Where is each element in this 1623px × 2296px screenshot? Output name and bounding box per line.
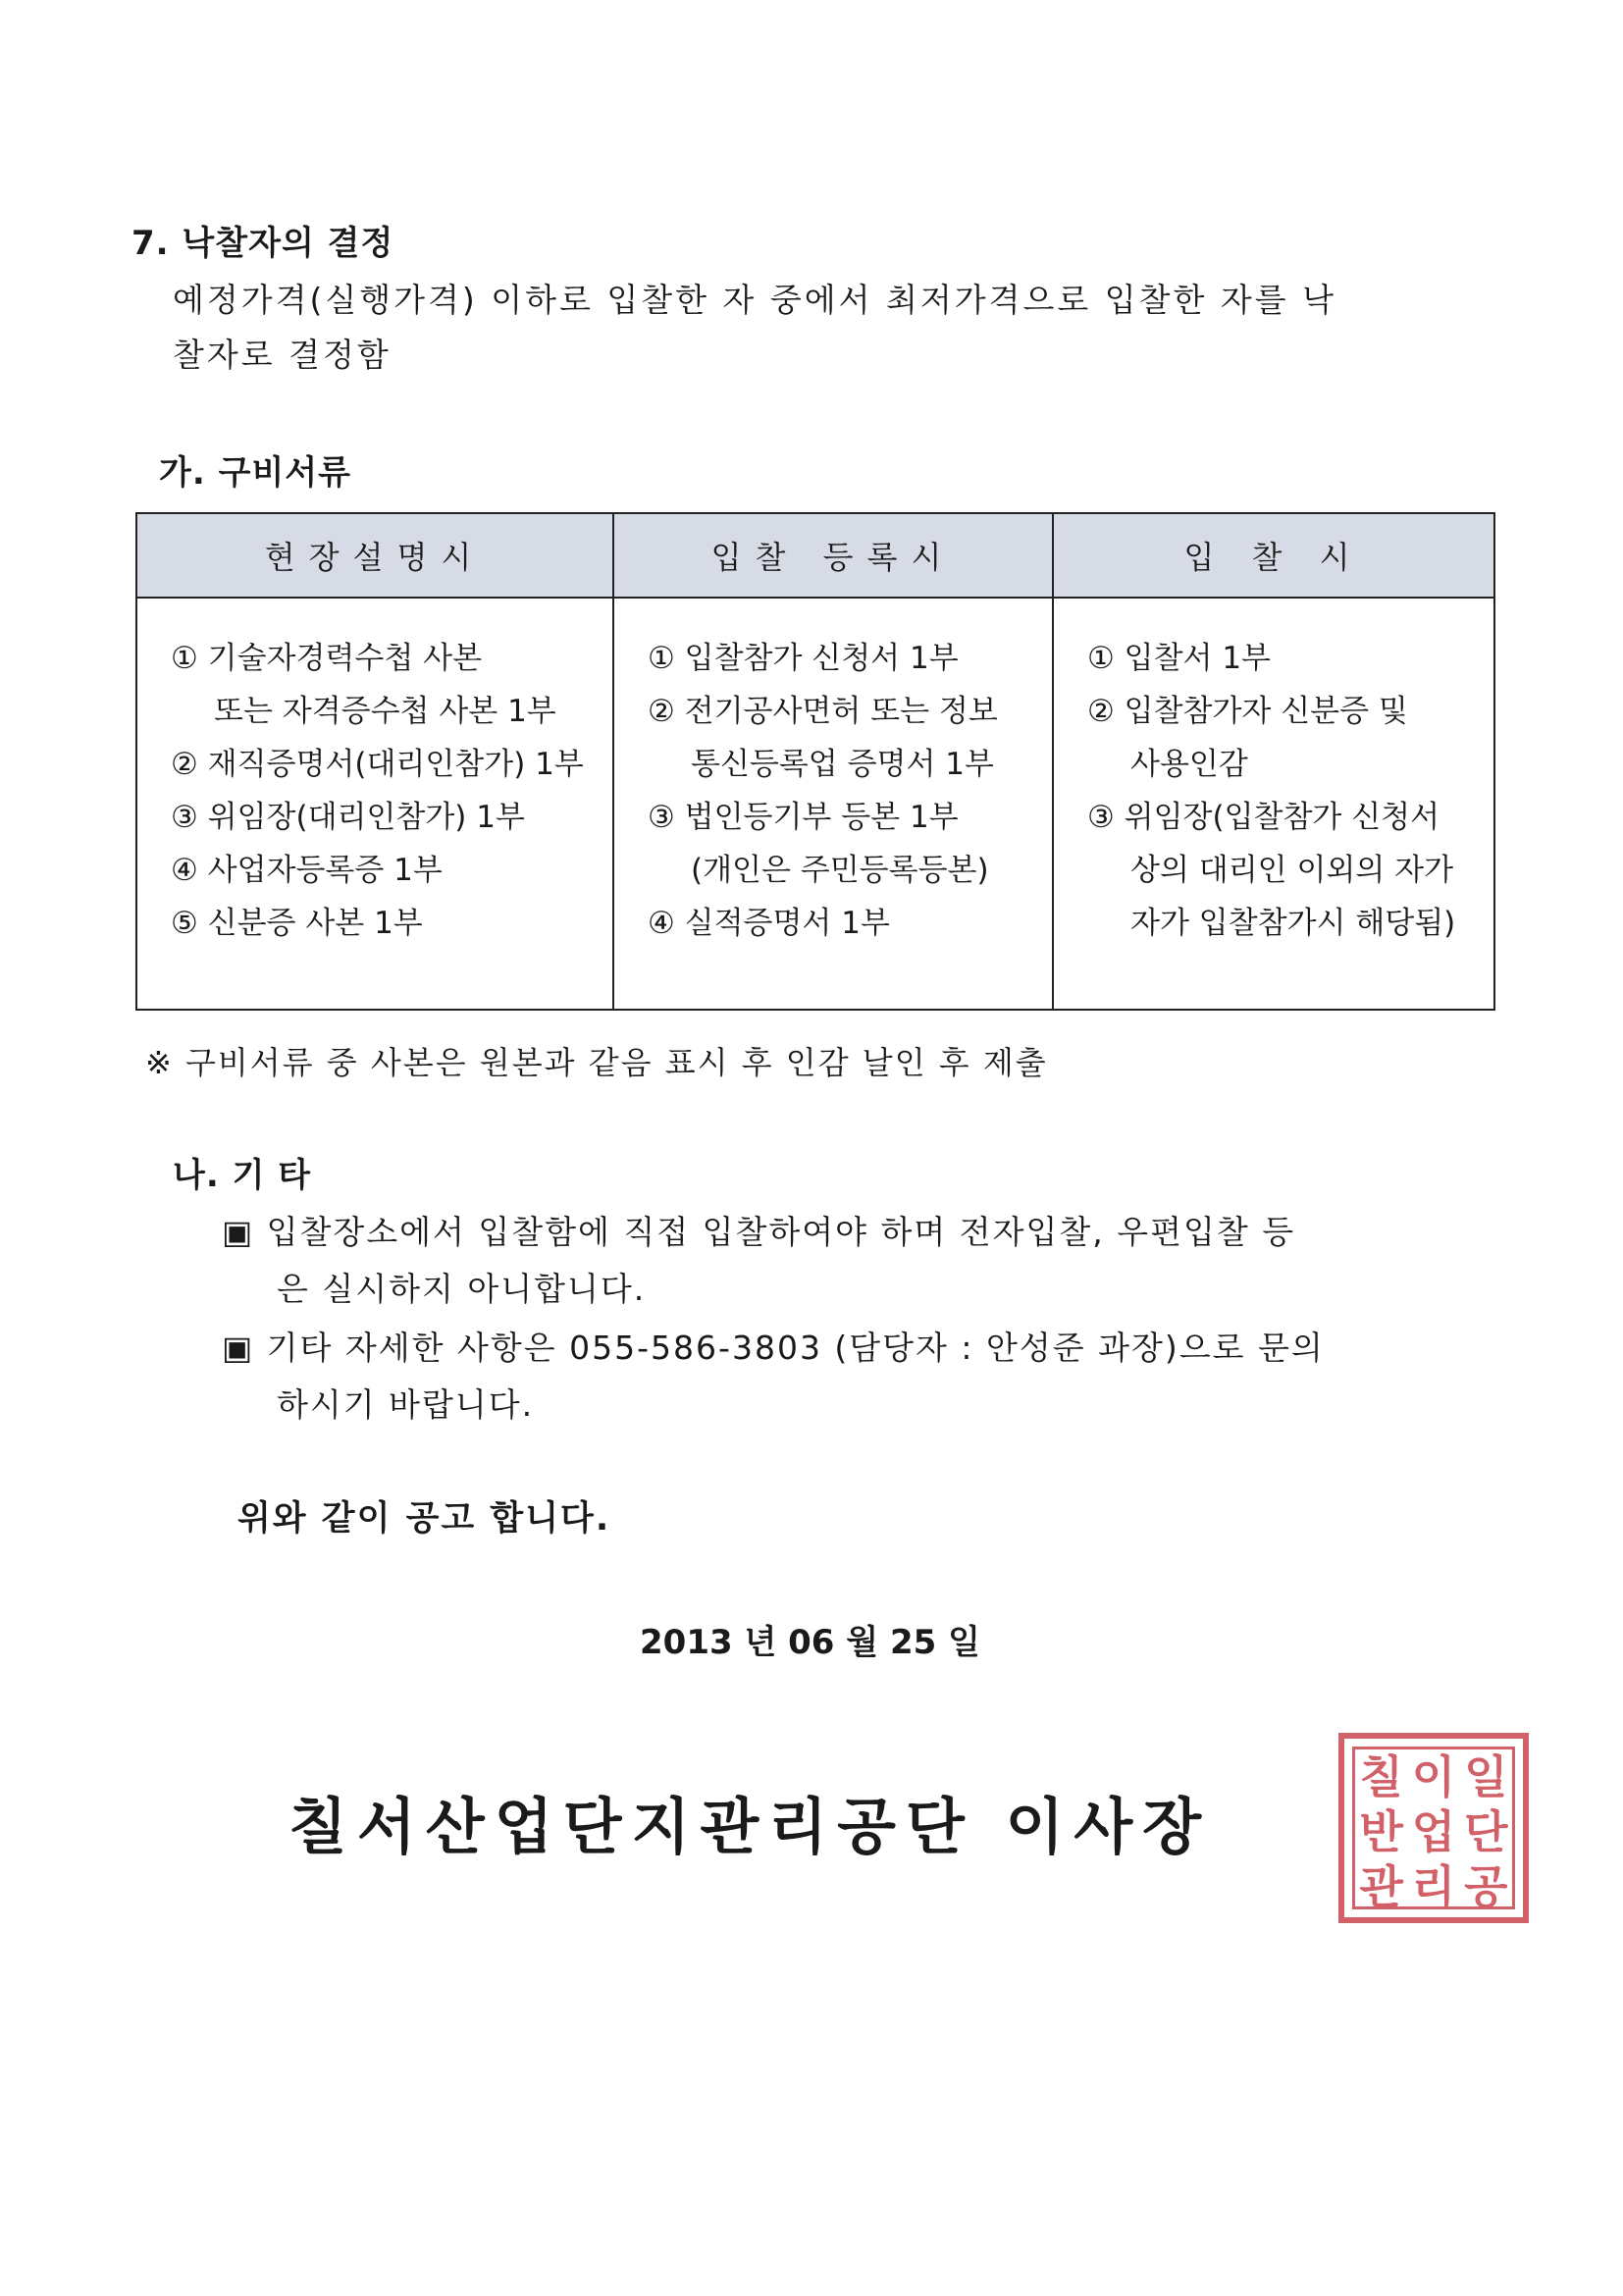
- subsection-b-title: 나. 기 타: [173, 1156, 312, 1195]
- list-item: ④ 실적증명서 1부: [648, 906, 890, 941]
- seal-char: 리: [1411, 1860, 1456, 1913]
- header-registration: 입찰 등록시: [613, 513, 1053, 598]
- subsection-a-title: 가. 구비서류: [159, 453, 351, 493]
- list-item: ① 기술자경력수첩 사본: [171, 641, 483, 676]
- seal-char: 공: [1464, 1860, 1508, 1913]
- section7-line-2: 찰자로 결정함: [173, 336, 392, 374]
- list-item: 통신등록업 증명서 1부: [691, 747, 994, 782]
- list-item: ① 입찰참가 신청서 1부: [648, 641, 959, 676]
- seal-char: 이: [1411, 1750, 1456, 1803]
- list-item: ② 입찰참가자 신분증 및: [1087, 694, 1408, 729]
- bullet-1-line-1: ▣ 입찰장소에서 입찰함에 직접 입찰하여야 하며 전자입찰, 우편입찰 등: [222, 1213, 1296, 1251]
- closing-statement: 위와 같이 공고 합니다.: [237, 1499, 611, 1539]
- seal-char: 일: [1464, 1750, 1508, 1803]
- list-item: ③ 위임장(대리인참가) 1부: [171, 800, 525, 835]
- required-documents-table: [135, 512, 1495, 1011]
- list-item: ③ 법인등기부 등본 1부: [648, 800, 959, 835]
- bullet-1-line-2: 은 실시하지 아니합니다.: [277, 1270, 647, 1308]
- section7-title: 7. 낙찰자의 결정: [131, 224, 394, 263]
- list-item: 사용인감: [1130, 747, 1248, 782]
- list-item: 자가 입찰참가시 해당됨): [1130, 906, 1456, 941]
- bullet-2-line-2: 하시기 바랍니다.: [277, 1385, 535, 1424]
- list-item: ③ 위임장(입찰참가 신청서: [1087, 800, 1440, 835]
- list-item: 또는 자격증수첩 사본 1부: [214, 694, 556, 729]
- list-item: 상의 대리인 이외의 자가: [1130, 853, 1454, 888]
- official-seal-icon: [1338, 1733, 1529, 1923]
- bullet-2-line-1: ▣ 기타 자세한 사항은 055-586-3803 (담당자 : 안성준 과장)으로 문의: [222, 1329, 1325, 1367]
- list-item: ② 재직증명서(대리인참가) 1부: [171, 747, 584, 782]
- seal-char: 관: [1359, 1860, 1403, 1913]
- header-site-briefing: 현장설명시: [136, 513, 613, 598]
- list-item: ⑤ 신분증 사본 1부: [171, 906, 423, 941]
- documents-note: ※ 구비서류 중 사본은 원본과 같음 표시 후 인감 날인 후 제출: [145, 1044, 1048, 1081]
- col-bidding: [1053, 598, 1494, 1010]
- list-item: ④ 사업자등록증 1부: [171, 853, 443, 888]
- issuer-name: 칠서산업단지관리공단 이사장: [288, 1791, 1212, 1862]
- list-item: ② 전기공사면허 또는 정보: [648, 694, 998, 729]
- header-bidding: 입 찰 시: [1053, 513, 1494, 598]
- seal-char: 반: [1359, 1805, 1403, 1858]
- list-item: (개인은 주민등록등본): [691, 853, 989, 888]
- section7-line-1: 예정가격(실행가격) 이하로 입찰한 자 중에서 최저가격으로 입찰한 자를 낙: [173, 281, 1337, 319]
- col-site-briefing: [136, 598, 613, 1010]
- announcement-date: 2013 년 06 월 25 일: [640, 1623, 980, 1662]
- seal-char: 단: [1464, 1805, 1508, 1858]
- list-item: ① 입찰서 1부: [1087, 641, 1272, 676]
- col-registration: [613, 598, 1053, 1010]
- seal-char: 업: [1411, 1805, 1456, 1858]
- seal-char: 칠: [1359, 1750, 1403, 1803]
